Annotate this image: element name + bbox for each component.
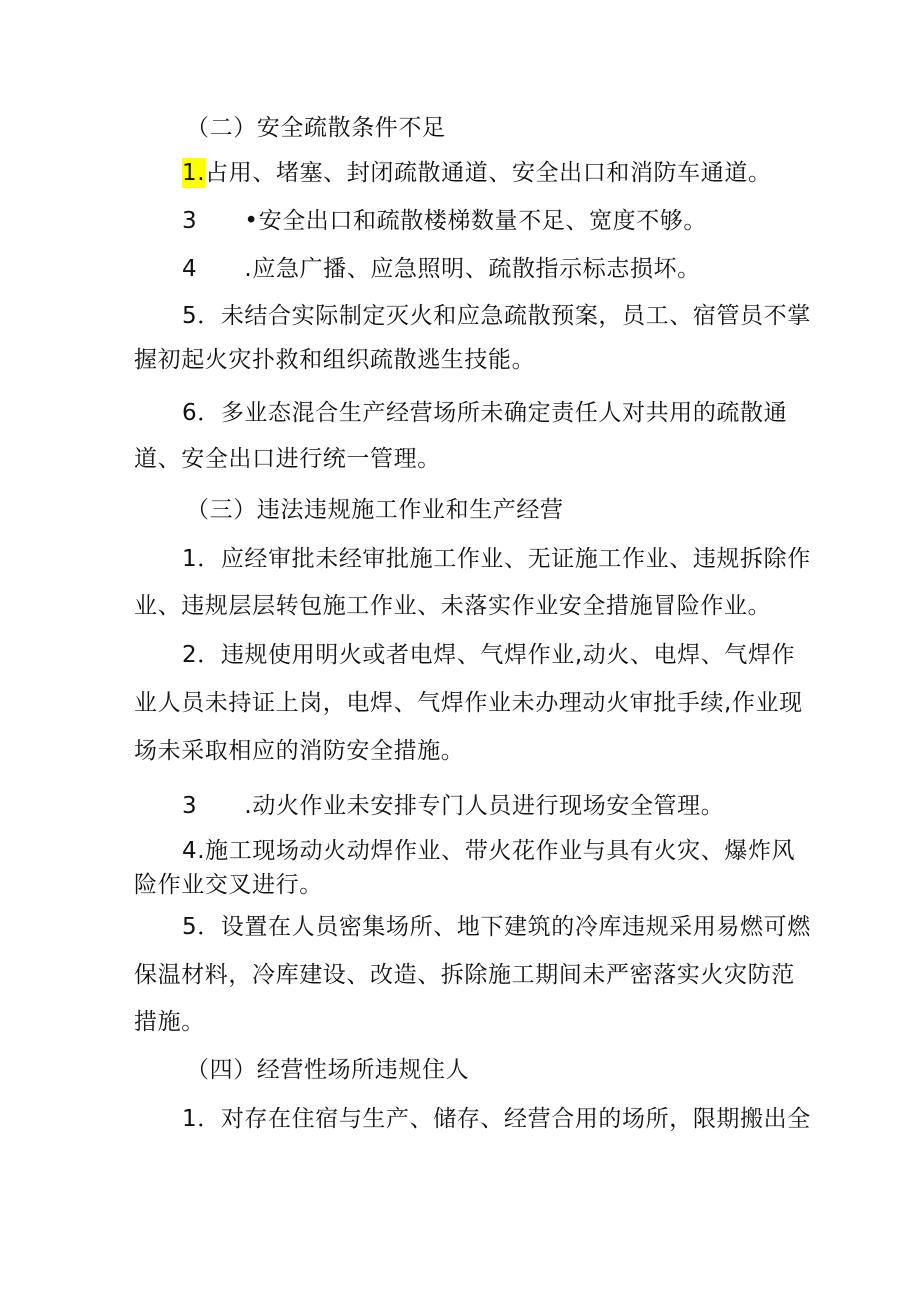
s3-item-4a: 4.施工现场动火动焊作业、带火花作业与具有火灾、爆炸风 — [182, 838, 796, 864]
s3-item-1a: 1．应经审批未经审批施工作业、无证施工作业、违规拆除作 — [182, 546, 811, 572]
s3-item-2b: 业人员未持证上岗，电焊、气焊作业未办理动火审批手续,作业现 — [134, 690, 803, 716]
s3-item-5a: 5．设置在人员密集场所、地下建筑的冷库违规采用易燃可燃 — [182, 914, 811, 940]
section-heading-2: （二）安全疏散条件不足 — [186, 115, 446, 141]
section-heading-4: （四）经营性场所违规住人 — [186, 1057, 470, 1083]
highlighted-item-number: 1. — [182, 160, 206, 186]
item-line-1 — [182, 158, 772, 188]
s3-item-2c: 场未采取相应的消防安全措施。 — [134, 738, 465, 764]
item-line-4: 4 .应急广播、应急照明、疏散指示标志损坏。 — [182, 256, 701, 282]
s3-item-5c: 措施。 — [134, 1009, 205, 1035]
item-line-6b: 道、安全出口进行统一管理。 — [134, 446, 441, 472]
item-line-6a: 6．多业态混合生产经营场所未确定责任人对共用的疏散通 — [182, 400, 788, 426]
item-line-5a: 5．未结合实际制定灭火和应急疏散预案，员工、宿管员不掌 — [182, 303, 811, 329]
item-text-1: 占用、堵塞、封闭疏散通道、安全出口和消防车通道。 — [205, 160, 772, 186]
s3-item-3: 3 .动火作业未安排专门人员进行现场安全管理。 — [182, 793, 725, 819]
s3-item-2a: 2．违规使用明火或者电焊、气焊作业,动火、电焊、气焊作 — [182, 642, 796, 668]
s3-item-5b: 保温材料，冷库建设、改造、拆除施工期间未严密落实火灾防范 — [134, 962, 795, 988]
section-heading-3: （三）违法违规施工作业和生产经营 — [186, 497, 564, 523]
s4-item-1a: 1．对存在住宿与生产、储存、经营合用的场所，限期搬出全 — [182, 1106, 811, 1132]
item-line-5b: 握初起火灾扑救和组织疏散逃生技能。 — [134, 347, 536, 373]
item-line-3: 3 •安全出口和疏散楼梯数量不足、宽度不够。 — [182, 208, 707, 234]
s3-item-1b: 业、违规层层转包施工作业、未落实作业安全措施冒险作业。 — [134, 593, 772, 619]
s3-item-4b: 险作业交叉进行。 — [134, 872, 323, 898]
